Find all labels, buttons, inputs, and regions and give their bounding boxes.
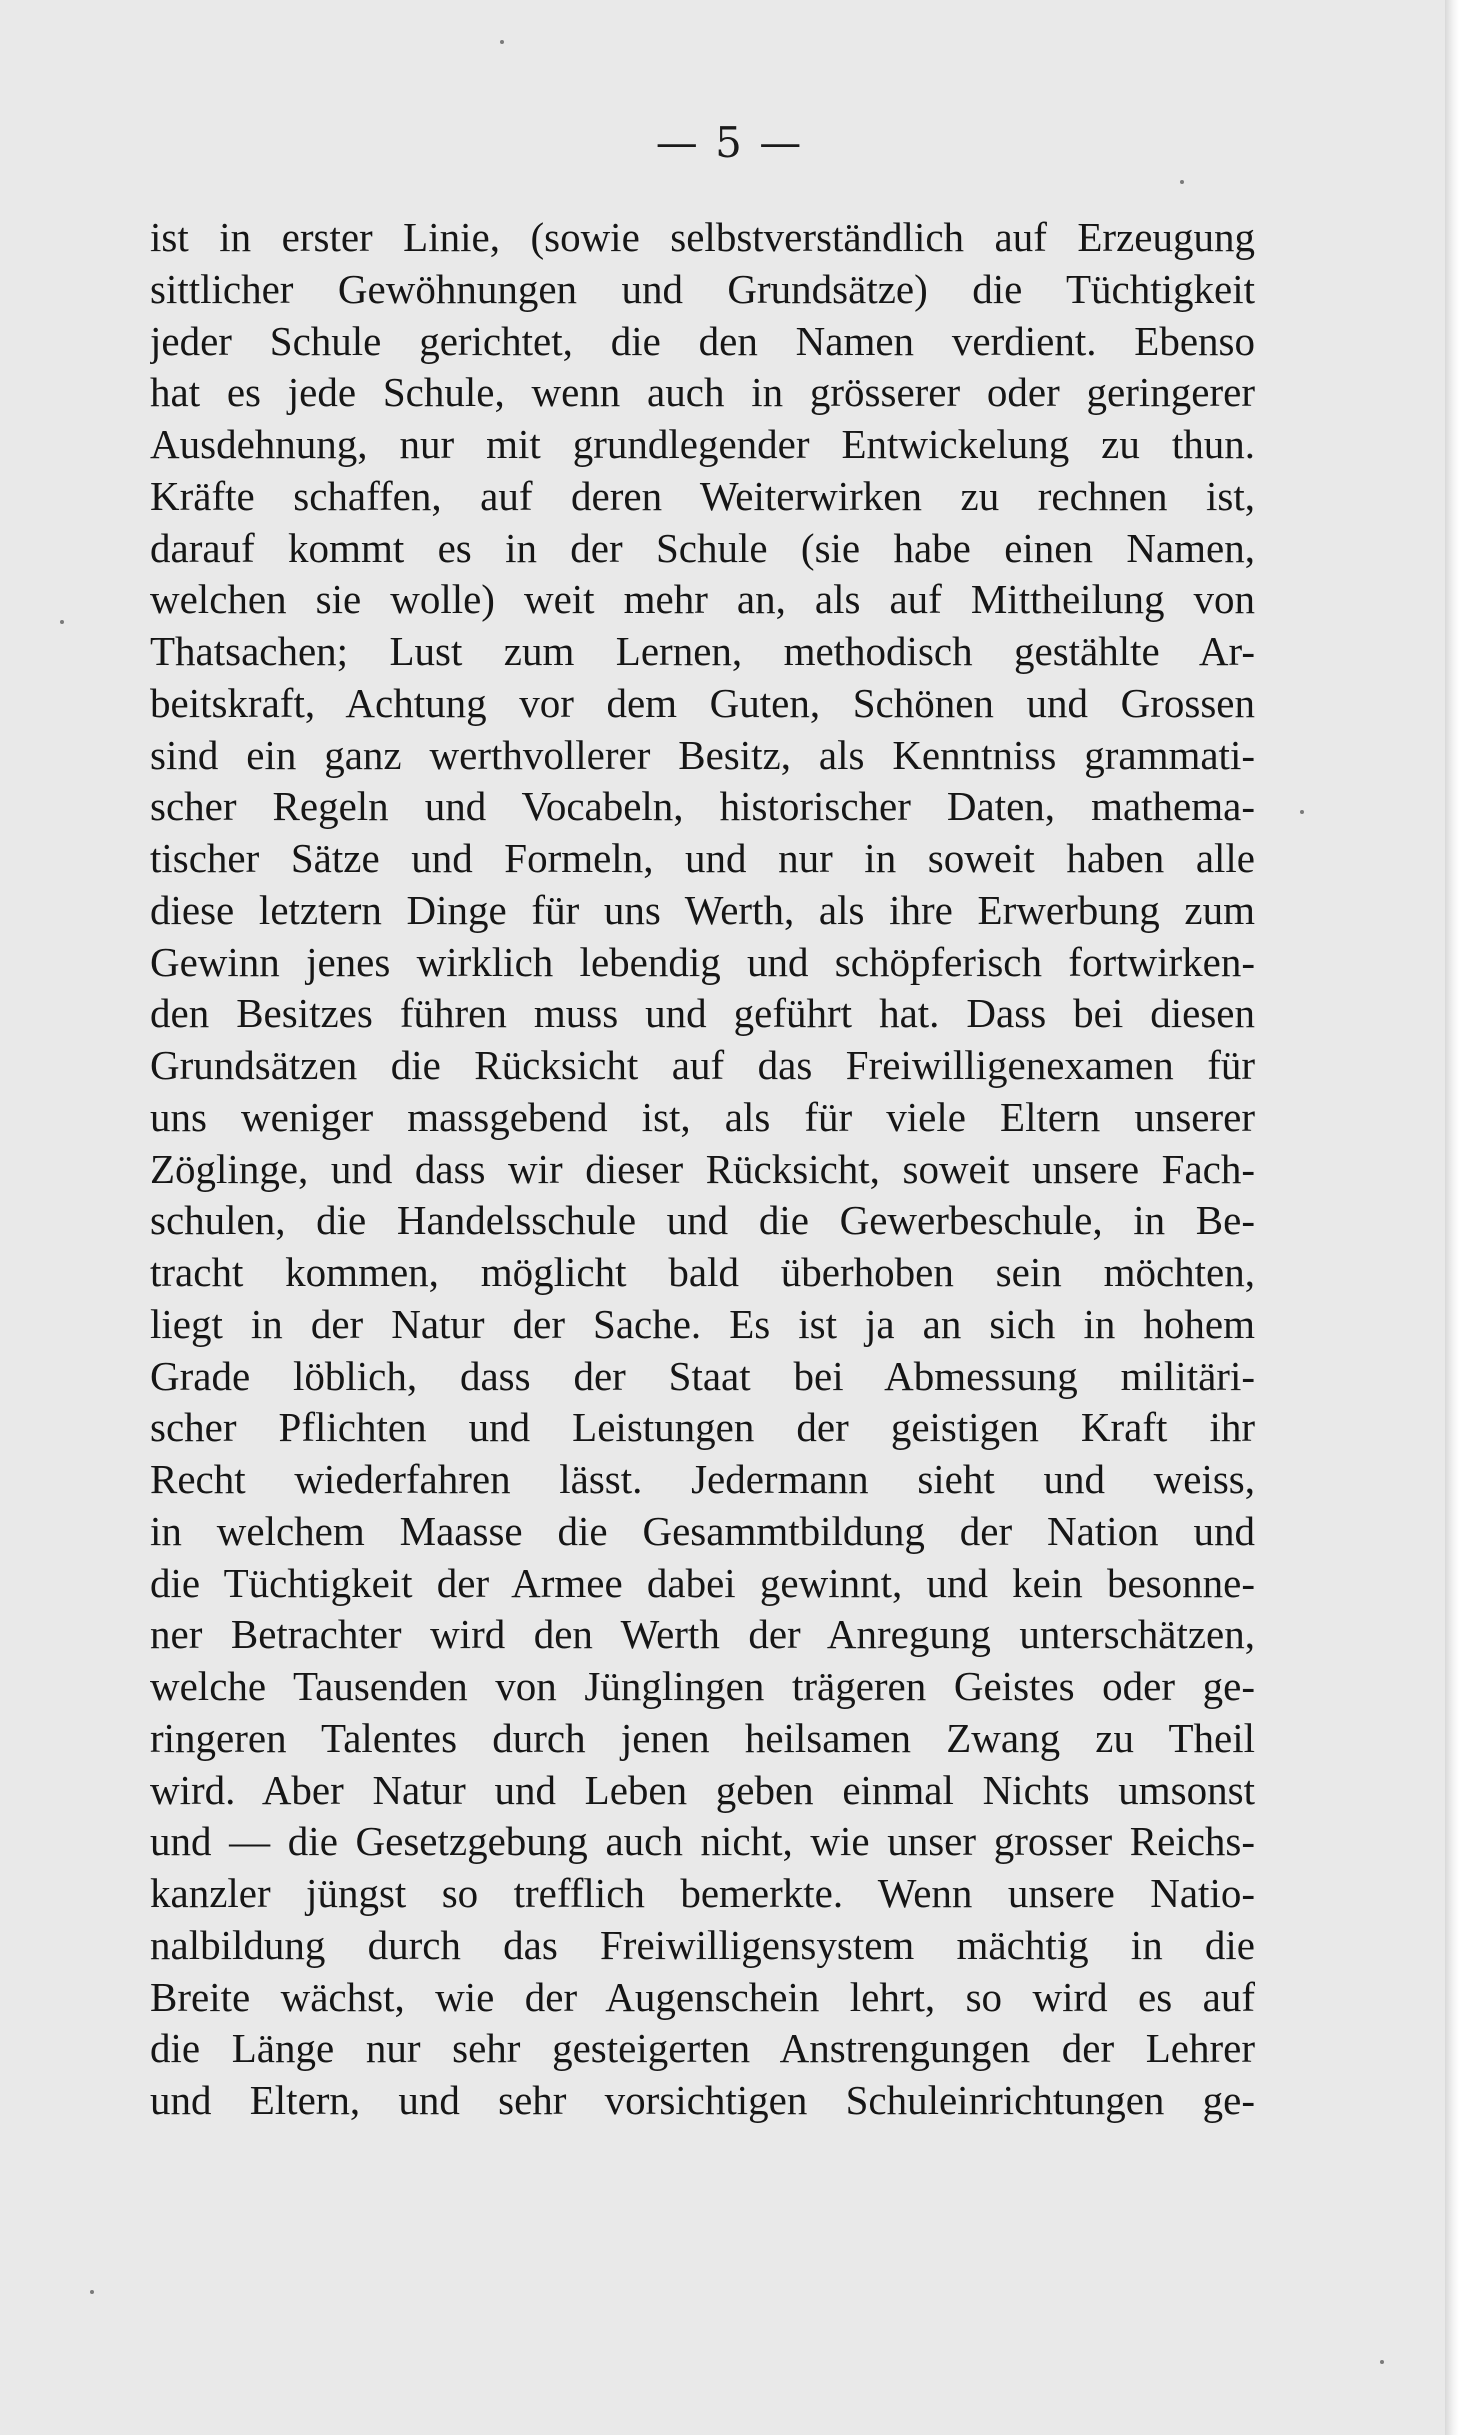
body-text <box>150 212 1255 2127</box>
paper-speck <box>90 2290 94 2294</box>
text-line: hat es jede Schule, wenn auch in grösserer oder geringerer <box>150 369 1255 416</box>
text-line: nalbildung durch das Freiwilligensystem mächtig in die <box>150 1921 1255 1968</box>
text-line: sittlicher Gewöhnungen und Grundsätze) die Tüchtigkeit <box>150 265 1255 312</box>
text-line: scher Regeln und Vocabeln, historischer Daten, mathema- <box>150 783 1255 830</box>
text-line: Recht wiederfahren lässt. Jedermann sieht und weiss, <box>150 1456 1255 1502</box>
text-line: die Tüchtigkeit der Armee dabei gewinnt, und kein besonne- <box>150 1559 1255 1606</box>
text-line: ist in erster Linie, (sowie selbstverständlich auf Erzeugung <box>150 214 1255 260</box>
text-line: tracht kommen, möglicht bald überhoben sein möchten, <box>150 1249 1255 1295</box>
paper-speck <box>1300 810 1304 814</box>
text-line: wird. Aber Natur und Leben geben einmal Nichts umsonst <box>150 1766 1255 1813</box>
paper-speck <box>60 620 64 624</box>
text-line: diese letztern Dinge für uns Werth, als ihre Erwerbung zum <box>150 886 1255 933</box>
text-line: den Besitzes führen muss und geführt hat. Dass bei diesen <box>150 990 1255 1037</box>
text-line: Ausdehnung, nur mit grundlegender Entwickelung zu thun. <box>150 421 1255 467</box>
text-line: Breite wächst, wie der Augenschein lehrt, so wird es auf <box>150 1973 1255 2020</box>
text-line: sind ein ganz werthvollerer Besitz, als Kenntniss grammati- <box>150 731 1255 778</box>
text-line: welche Tausenden von Jünglingen trägeren Geistes oder ge- <box>150 1663 1255 1709</box>
text-line: Grundsätzen die Rücksicht auf das Freiwilligenexamen für <box>150 1042 1255 1088</box>
text-line: ringeren Talentes durch jenen heilsamen Zwang zu Theil <box>150 1714 1255 1761</box>
page-number: — 5 — <box>655 118 804 167</box>
text-line: und Eltern, und sehr vorsichtigen Schuleinrichtungen ge- <box>150 2077 1255 2123</box>
paper-speck <box>1180 180 1184 184</box>
text-line: Gewinn jenes wirklich lebendig und schöpferisch fortwirken- <box>150 938 1255 985</box>
text-line: kanzler jüngst so trefflich bemerkte. Wenn unsere Natio- <box>150 1870 1255 1916</box>
paper-speck <box>1380 2360 1384 2364</box>
page-edge <box>1445 0 1459 2435</box>
text-line: liegt in der Natur der Sache. Es ist ja an sich in hohem <box>150 1300 1255 1347</box>
text-line: darauf kommt es in der Schule (sie habe einen Namen, <box>150 524 1255 571</box>
text-line: Zöglinge, und dass wir dieser Rücksicht, soweit unsere Fach- <box>150 1145 1255 1192</box>
text-line: Kräfte schaffen, auf deren Weiterwirken zu rechnen ist, <box>150 472 1255 519</box>
text-line: schulen, die Handelsschule und die Gewerbeschule, in Be- <box>150 1197 1255 1244</box>
text-line: die Länge nur sehr gesteigerten Anstrengungen der Lehrer <box>150 2025 1255 2072</box>
text-line: uns weniger massgebend ist, als für viele Eltern unserer <box>150 1093 1255 1140</box>
text-line: scher Pflichten und Leistungen der geistigen Kraft ihr <box>150 1404 1255 1451</box>
text-line: beitskraft, Achtung vor dem Guten, Schönen und Grossen <box>150 679 1255 726</box>
paper-speck <box>500 40 504 44</box>
text-line: in welchem Maasse die Gesammtbildung der Nation und <box>150 1507 1255 1554</box>
text-line: jeder Schule gerichtet, die den Namen verdient. Ebenso <box>150 317 1255 364</box>
text-line: tischer Sätze und Formeln, und nur in soweit haben alle <box>150 835 1255 881</box>
text-line: Thatsachen; Lust zum Lernen, methodisch gestählte Ar- <box>150 628 1255 674</box>
text-line: Grade löblich, dass der Staat bei Abmessung militäri- <box>150 1352 1255 1399</box>
text-line: welchen sie wolle) weit mehr an, als auf Mittheilung von <box>150 576 1255 623</box>
text-line: ner Betrachter wird den Werth der Anregung unterschätzen, <box>150 1611 1255 1658</box>
text-line: und — die Gesetzgebung auch nicht, wie unser grosser Reichs- <box>150 1818 1255 1865</box>
